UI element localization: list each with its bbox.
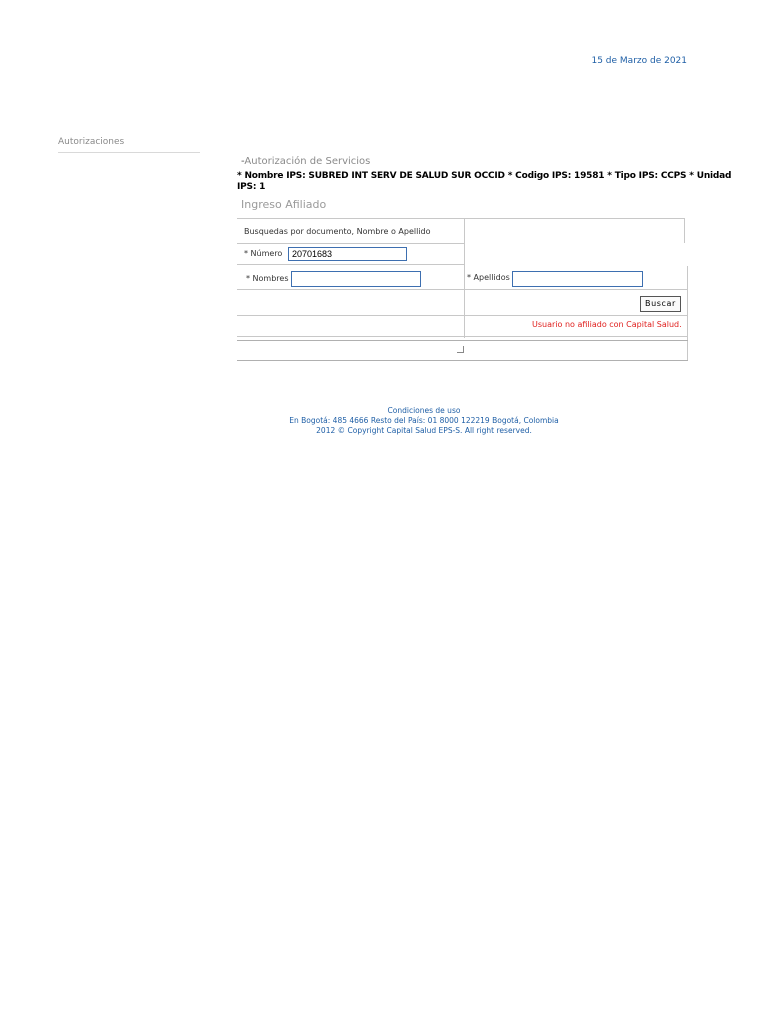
numero-input[interactable] [288,247,407,261]
panel-top-border [237,218,685,219]
panel-column-divider [464,218,465,338]
row-divider [237,336,688,337]
apellidos-input[interactable] [512,271,643,287]
sidebar-item-autorizaciones[interactable]: Autorizaciones [58,137,200,153]
search-heading: Busquedas por documento, Nombre o Apellido [244,227,431,236]
panel-right-border [687,266,688,361]
footer-phones: En Bogotá: 485 4666 Resto del País: 01 8000 122219 Bogotá, Colombia [289,416,559,425]
row-divider [237,243,465,244]
buscar-button[interactable]: Buscar [640,296,681,312]
footer [237,406,611,436]
ips-info: * Nombre IPS: SUBRED INT SERV DE SALUD SUR OCCID * Codigo IPS: 19581 * Tipo IPS: CCPS * Unidad IPS: 1 [237,171,732,192]
breadcrumb-dash: - [241,156,245,167]
footer-copyright: 2012 © Copyright Capital Salud EPS-S. All right reserved. [316,426,532,435]
resize-handle-icon[interactable] [457,346,464,353]
breadcrumb [241,156,370,167]
section-title: Ingreso Afiliado [241,198,327,211]
numero-label: * Número [244,249,283,258]
current-date: 15 de Marzo de 2021 [591,56,687,66]
row-divider [237,264,465,265]
apellidos-label: * Apellidos [467,273,510,282]
afiliado-search-panel [237,218,688,361]
row-divider [237,289,688,290]
panel-bottom-border [237,360,688,361]
error-message: Usuario no afiliado con Capital Salud. [532,320,682,329]
nombres-input[interactable] [291,271,421,287]
row-divider [237,315,688,316]
row-divider [237,340,688,341]
panel-right-border-top [684,218,685,243]
nombres-label: * Nombres [246,274,289,283]
conditions-link[interactable]: Condiciones de uso [387,406,461,415]
breadcrumb-label[interactable]: Autorización de Servicios [244,156,371,167]
